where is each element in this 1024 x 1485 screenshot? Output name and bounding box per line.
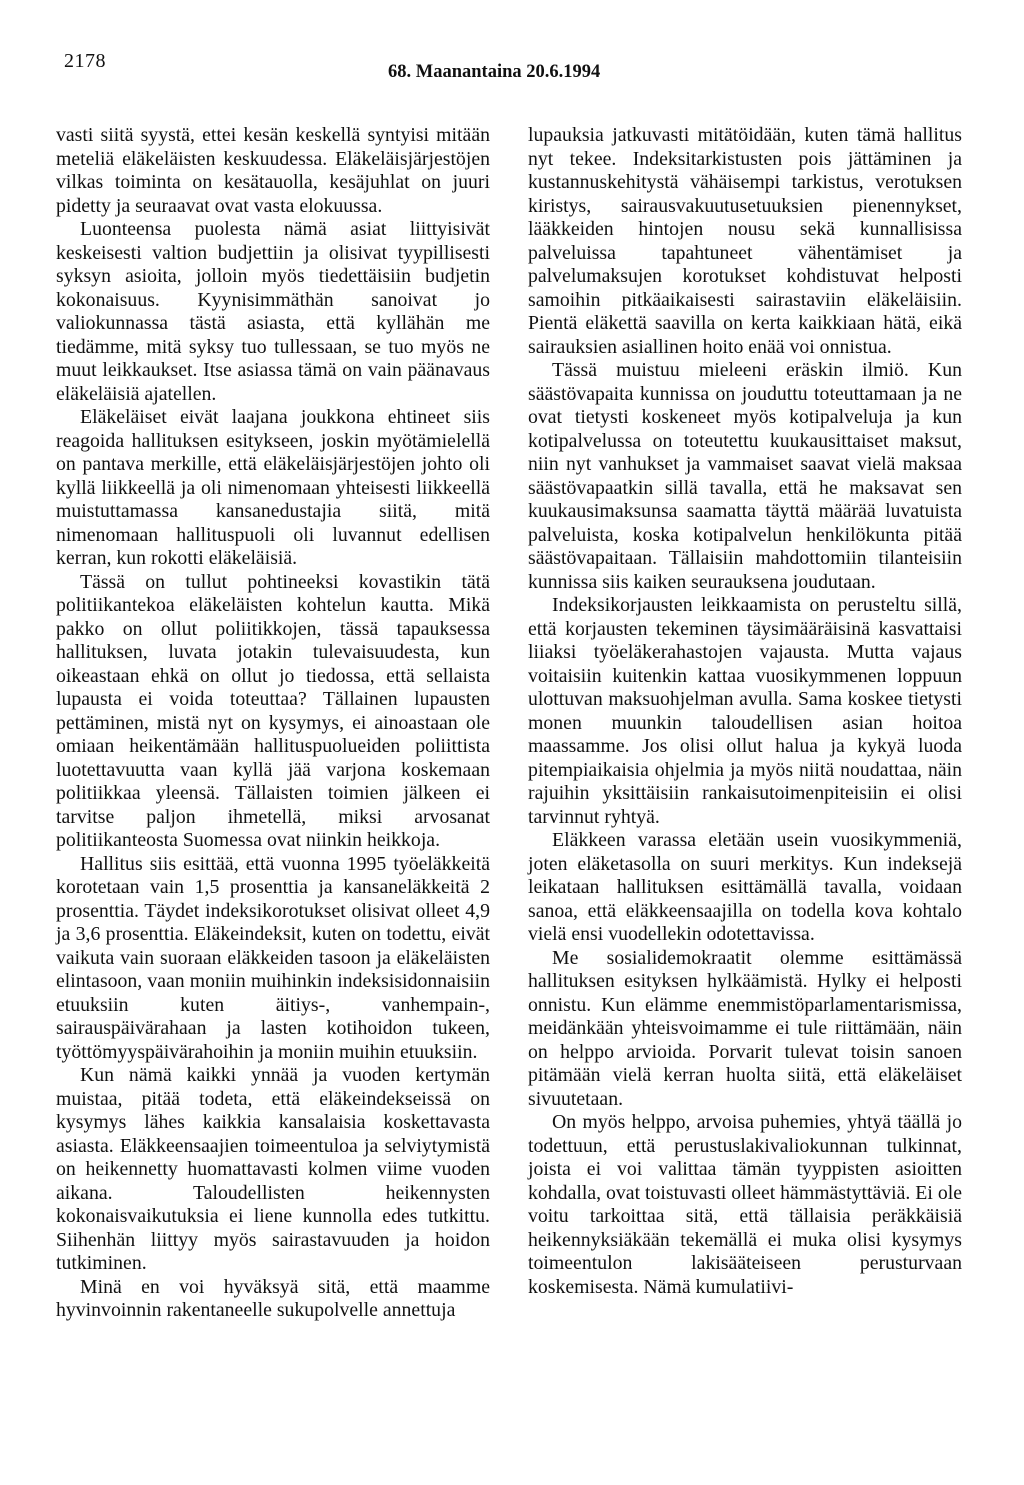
page-number: 2178 bbox=[64, 50, 106, 72]
paragraph: Tässä on tullut pohtineeksi kovastikin tätä politiikantekoa eläkeläisten kohtelun kautta. Mikä pakko on ollut poliitikkojen, tässä tapauksessa hallituksen, luvata jotakin tulevaisuudesta, kun oikeastaan ehkä on ollut jo tiedossa, että sellaista lupausta ei voida toteuttaa? Tällainen lupausten pettäminen, mistä nyt on kysymys, ei ainoastaan ole omiaan heikentämään hallituspuolueiden poliittista luotettavuutta vaan kyllä jää varjona koskemaan politiikkaa yleensä. Tällaisten toimien jälkeen ei tarvitse paljon ihmetellä, miksi arvosanat politiikanteosta Suomessa ovat niinkin heikkoja. bbox=[56, 570, 490, 851]
left-column bbox=[56, 124, 490, 1323]
paragraph: Kun nämä kaikki ynnää ja vuoden kertymän muistaa, pitää todeta, että eläkeindekseissä on kysymys lähes kaikkia kansalaisia koskettavasta asiasta. Eläkkeensaajien toimeentuloa ja selviytymistä on heikennetty huomattavasti kolmen viime vuoden aikana. Taloudellisten heikennysten kokonaisvaikutuksia ei liene kunnolla edes tutkittu. Siihenhän liittyy myös sairastavuuden ja hoidon tutkiminen. bbox=[56, 1064, 490, 1274]
paragraph: Eläkkeen varassa eletään usein vuosikymmeniä, joten eläketasolla on suuri merkitys. Kun indeksejä leikataan hallituksen esittämällä tavalla, voidaan sanoa, että eläkkeensaajilla on todella kova kohtalo vielä ensi vuodellekin odotettavissa. bbox=[528, 829, 962, 945]
right-column bbox=[528, 124, 962, 1299]
paragraph: Luonteensa puolesta nämä asiat liittyisivät keskeisesti valtion budjettiin ja olisivat tyypillisesti syksyn asioita, jolloin myös tiedettäisiin budjetin kokonaisuus. Kyynisimmäthän sanoivat jo valiokunnassa tästä asiasta, että kyllähän me tiedämme, mitä syksy tuo tullessaan, se tuo myös ne muut leikkaukset. Itse asiassa tämä on vain päänavaus eläkeläisiä ajatellen. bbox=[56, 218, 490, 405]
paragraph: On myös helppo, arvoisa puhemies, yhtyä täällä jo todettuun, että perustuslakivaliokunnan tulkinnat, joista ei voi valittaa tämän tyyppisten asioitten kohdalla, ovat toistuvasti olleet hämmästyttäviä. Ei ole voitu tarkoittaa sitä, että tällaisia peräkkäisiä heikennyksiäkään tekemällä ei muka olisi kysymys toimeentulon lakisääteiseen perusturvaan koskemisesta. Nämä kumulatiivi- bbox=[528, 1111, 962, 1298]
paragraph: Me sosialidemokraatit olemme esittämässä hallituksen esityksen hylkäämistä. Hylky ei helposti onnistu. Kun elämme enemmistöparlamentarismissa, meidänkään yhteisvoimamme ei tule riittämään, näin on helppo arvioida. Porvarit tulevat toisin sanoen pitämään vielä kerran huolta siitä, että eläkeläiset sivuutetaan. bbox=[528, 946, 962, 1110]
paragraph: Tässä muistuu mieleeni eräskin ilmiö. Kun säästövapaita kunnissa on jouduttu toteuttamaan ja ne ovat tietysti koskeneet myös kotipalveluja ja kun kotipalvelussa on toteutettu kuukausittaiset maksut, niin nyt vanhukset ja vammaiset saavat vielä maksaa säästövapaatkin sillä tavalla, että he maksavat sen kuukausimaksunsa saamatta täyttä määrää luvatuista palveluista, koska kotipalvelun henkilökunta pitää säästövapaitaan. Tällaisiin mahdottomiin tilanteisiin kunnissa siis kaiken seurauksena joudutaan. bbox=[528, 359, 962, 593]
paragraph: Hallitus siis esittää, että vuonna 1995 työeläkkeitä korotetaan vain 1,5 prosenttia ja kansaneläkkeitä 2 prosenttia. Täydet indeksikorotukset olisivat olleet 4,9 ja 3,6 prosenttia. Eläkeindeksit, kuten on todettu, eivät vaikuta vain suoraan eläkkeiden tasoon ja eläkeläisten elintasoon, vaan moniin muihinkin indeksisidonnaisiin etuuksiin kuten äitiys-, vanhempain-, sairauspäivärahaan ja lasten kotihoidon tukeen, työttömyyspäivärahoihin ja moniin muihin etuuksiin. bbox=[56, 852, 490, 1063]
running-head: 68. Maanantaina 20.6.1994 bbox=[388, 62, 601, 82]
paragraph: Indeksikorjausten leikkaamista on perusteltu sillä, että korjausten tekeminen täysimääräisinä kasvattaisi liiaksi työeläkerahastojen vajausta. Mutta vajaus voitaisiin kuitenkin kattaa vuosikymmenen loppuun ulottuvan maksuohjelman avulla. Sama koskee tietysti monen muunkin taloudellisen asian hoitoa maassamme. Jos olisi ollut halua ja kykyä luoda pitempiaikaisia ohjelmia ja myös niitä noudattaa, näin rajuihin yksittäisiin rankaisutoimenpiteisiin ei olisi tarvinnut ryhtyä. bbox=[528, 594, 962, 828]
paragraph: Eläkeläiset eivät laajana joukkona ehtineet siis reagoida hallituksen esitykseen, joskin myötämielellä on pantava merkille, että eläkeläisjärjestöjen johto oli kyllä liikkeellä ja oli nimenomaan yhteisesti liikkeellä muistuttamassa kansanedustajia siitä, mitä nimenomaan hallituspuoli oli luvannut edellisen kerran, kun rokotti eläkeläisiä. bbox=[56, 406, 490, 569]
paragraph: vasti siitä syystä, ettei kesän keskellä syntyisi mitään meteliä eläkeläisten keskuudessa. Eläkeläisjärjestöjen vilkas toiminta on kesätauolla, kesäjuhlat on juuri pidetty ja seuraavat ovat vasta elokuussa. bbox=[56, 124, 490, 217]
paragraph: Minä en voi hyväksyä sitä, että maamme hyvinvoinnin rakentaneelle sukupolvelle annettuja bbox=[56, 1275, 490, 1321]
paragraph: lupauksia jatkuvasti mitätöidään, kuten tämä hallitus nyt tekee. Indeksitarkistusten pois jättäminen ja kustannuskehitystä vähäisempi tarkistus, verotuksen kiristys, sairausvakuutusetuuksien pienennykset, lääkkeiden hintojen nousu sekä kunnallisissa palveluissa tapahtuneet vähentämiset ja palvelumaksujen korotukset kohdistuvat helposti samoihin pitkäaikaisesti sairastaviin eläkeläisiin. Pientä eläkettä saavilla on kerta kaikkiaan hätä, eikä sairauksien asiallinen hoito enää voi onnistua. bbox=[528, 124, 962, 358]
